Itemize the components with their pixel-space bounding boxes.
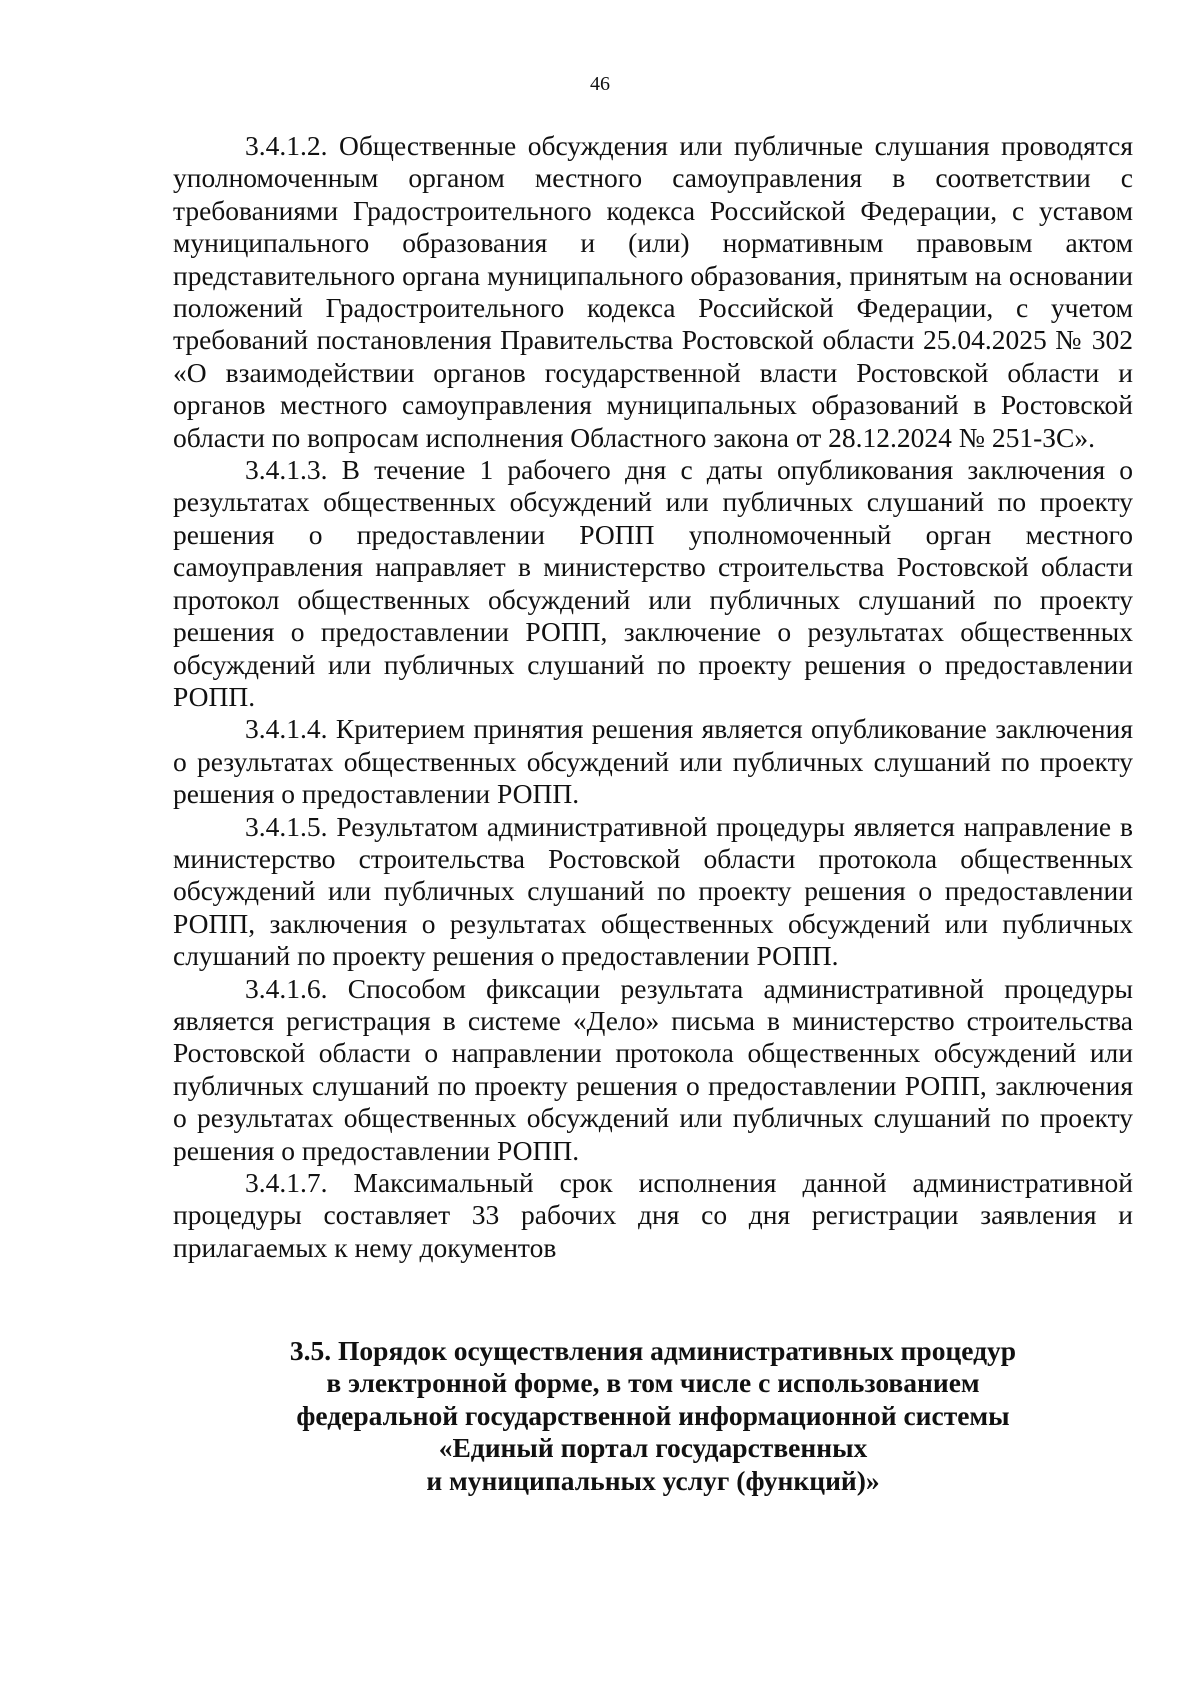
paragraph-3-4-1-6: 3.4.1.6. Способом фиксации результата административной процедуры является регистрация в системе «Дело» письма в министерство строительства Ростовской области о направлении протокола общественных обсуждений или публичных слушаний по проекту решения о предоставлении РОПП, заключения о результатах общественных обсуждений или публичных слушаний по проекту решения о предоставлении РОПП. (173, 972, 1133, 1166)
section-heading-line: федеральной государственной информационной системы (296, 1399, 1010, 1431)
paragraph-3-4-1-5: 3.4.1.5. Результатом административной процедуры является направление в министерство строительства Ростовской области протокола общественных обсуждений или публичных слушаний по проекту решения о предоставлении РОПП, заключения о результатах общественных обсуждений или публичных слушаний по проекту решения о предоставлении РОПП. (173, 810, 1133, 972)
section-heading-line: и муниципальных услуг (функций)» (426, 1464, 880, 1496)
section-heading-line: «Единый портал государственных (438, 1432, 868, 1464)
section-heading-line: в электронной форме, в том числе с использованием (326, 1367, 980, 1399)
section-heading-line: 3.5. Порядок осуществления административных процедур (289, 1335, 1017, 1366)
paragraph-3-4-1-3: 3.4.1.3. В течение 1 рабочего дня с даты опубликования заключения о результатах общественных обсуждений или публичных слушаний по проекту решения о предоставлении РОПП уполномоченный орган местного самоуправления направляет в министерство строительства Ростовской области протокол общественных обсуждений или публичных слушаний по проекту решения о предоставлении РОПП, заключение о результатах общественных обсуждений или публичных слушаний по проекту решения о предоставлении РОПП. (173, 454, 1133, 712)
paragraph-3-4-1-4: 3.4.1.4. Критерием принятия решения является опубликование заключения о результатах общественных обсуждений или публичных слушаний по проекту решения о предоставлении РОПП. (173, 713, 1133, 810)
paragraph-3-4-1-7: 3.4.1.7. Максимальный срок исполнения данной административной процедуры составляет 33 рабочих дня со дня регистрации заявления и прилагаемых к нему документов (173, 1167, 1133, 1263)
document-body (173, 130, 1133, 1264)
section-heading-3-5 (173, 1335, 1133, 1497)
page-number: 46 (590, 73, 610, 95)
paragraph-3-4-1-2: 3.4.1.2. Общественные обсуждения или публичные слушания проводятся уполномоченным органом местного самоуправления в соответствии с требованиями Градостроительного кодекса Российской Федерации, с уставом муниципального образования и (или) нормативным правовым актом представительного органа муниципального образования, принятым на основании положений Градостроительного кодекса Российской Федерации, с учетом требований постановления Правительства Ростовской области 25.04.2025 № 302 «О взаимодействии органов государственной власти Ростовской области и органов местного самоуправления муниципальных образований в Ростовской области по вопросам исполнения Областного закона от 28.12.2024 № 251-ЗС». (173, 130, 1133, 453)
